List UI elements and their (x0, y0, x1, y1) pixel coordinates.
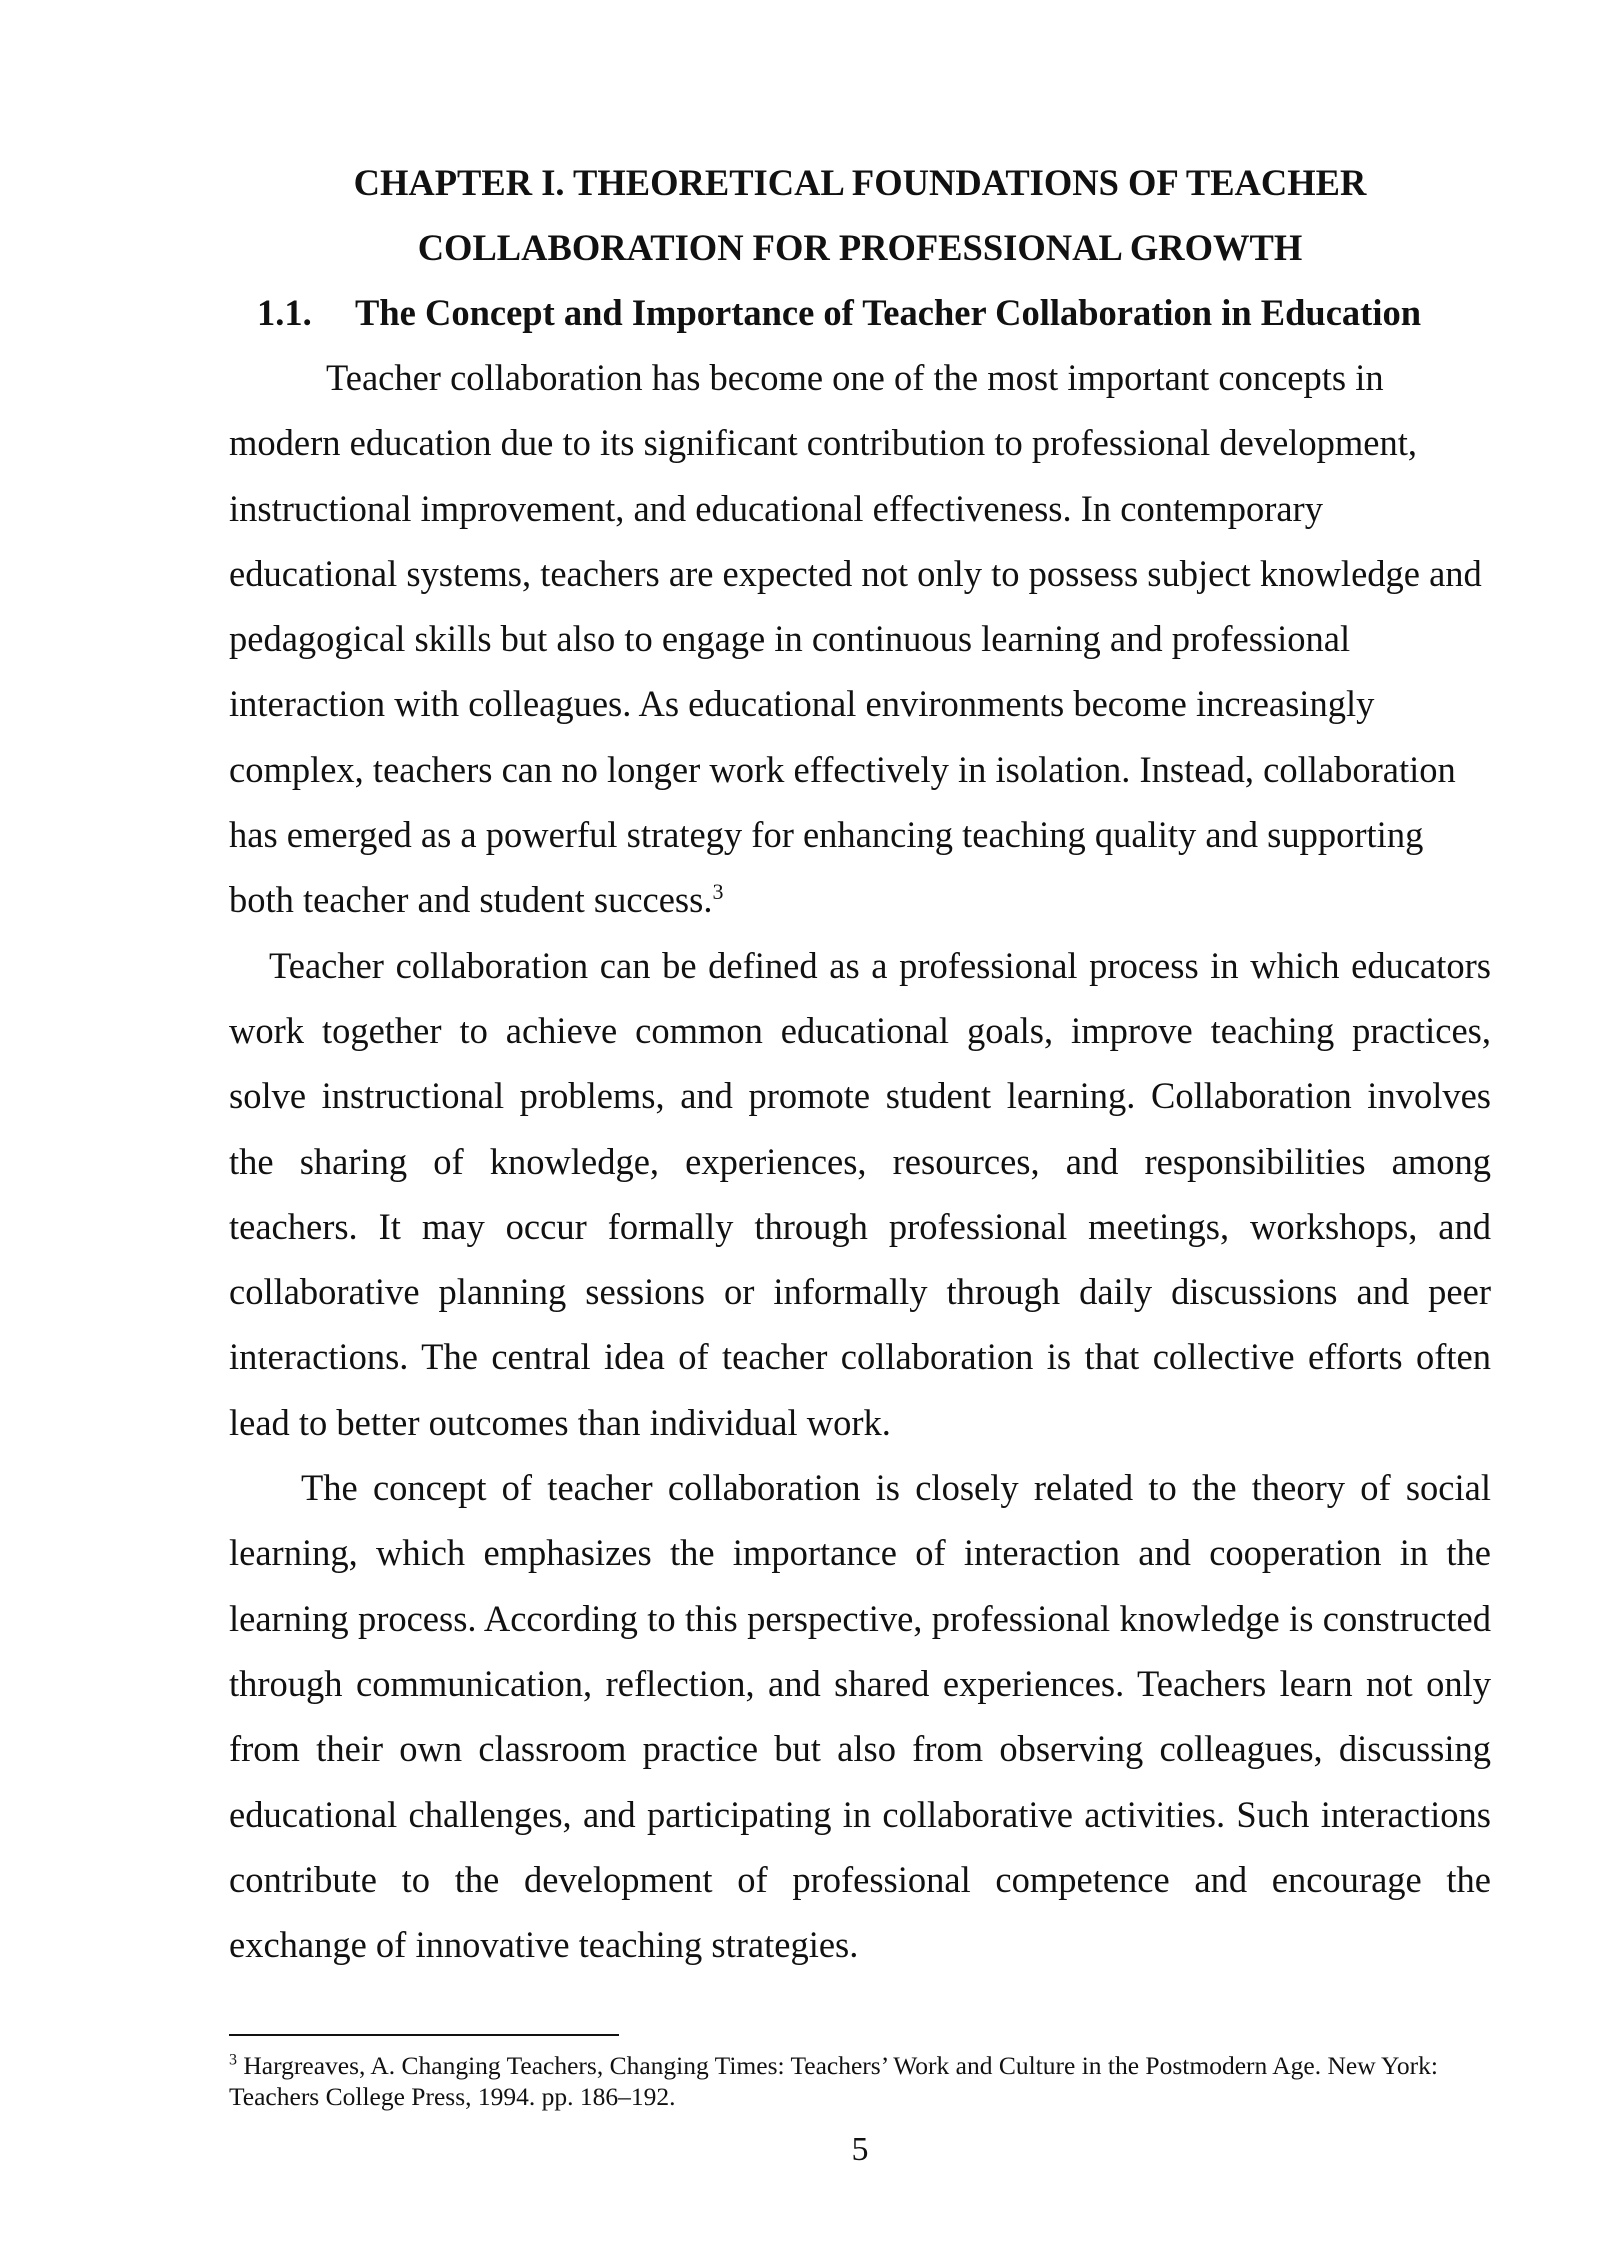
chapter-title-line-1: CHAPTER I. THEORETICAL FOUNDATIONS OF TEACHER (353, 162, 1367, 203)
paragraph-2-text: Teacher collaboration can be defined as a professional process in which educators work together to achieve common educational goals, improve teaching practices, solve instructional problems, and promote student learning. Collaboration involves the sharing of knowledge, experiences, resources, and responsibilities among teachers. It may occur formally through professional meetings, workshops, and collaborative planning sessions or informally through daily discussions and peer interactions. The central idea of teacher collaboration is that collective efforts often lead to better outcomes than individual work. (229, 944, 1491, 1443)
paragraph-1-text: Teacher collaboration has become one of the most important concepts in modern education due to its significant contribution to professional development, instructional improvement, and educational effectiveness. In contemporary educational systems, teachers are expected not only to possess subject knowledge and pedagogical skills but also to engage in continuous learning and professional interaction with colleagues. As educational environments become increasingly complex, teachers can no longer work effectively in isolation. Instead, collaboration has emerged as a powerful strategy for enhancing teaching quality and supporting both teacher and student success. (229, 357, 1482, 921)
paragraph-3 (229, 1455, 1491, 1977)
section-number: 1.1. (257, 292, 312, 333)
footnote-reference[interactable]: 3 (712, 879, 724, 905)
paragraph-1 (229, 345, 1491, 933)
page-body (229, 150, 1491, 1977)
paragraph-3-text: The concept of teacher collaboration is closely related to the theory of social learning, which emphasizes the importance of interaction and cooperation in the learning process. According to this perspective, professional knowledge is constructed through communication, reflection, and shared experiences. Teachers learn not only from their own classroom practice but also from observing colleagues, discussing educational challenges, and participating in collaborative activities. Such interactions contribute to the development of professional competence and encourage the exchange of innovative teaching strategies. (229, 1467, 1491, 1966)
footnote (229, 2050, 1491, 2112)
page-number: 5 (851, 2131, 869, 2168)
chapter-title (229, 150, 1491, 280)
section-heading (229, 280, 1491, 345)
footnote-text: Hargreaves, A. Changing Teachers, Changing Times: Teachers’ Work and Culture in the Postmodern Age. New York: Teachers College Press, 1994. pp. 186–192. (229, 2051, 1438, 2111)
paragraph-2 (229, 933, 1491, 1455)
chapter-title-line-2: COLLABORATION FOR PROFESSIONAL GROWTH (417, 227, 1303, 268)
footnote-marker: 3 (229, 2051, 237, 2069)
footnote-separator (229, 2034, 619, 2036)
section-title: The Concept and Importance of Teacher Collaboration in Education (355, 292, 1422, 333)
